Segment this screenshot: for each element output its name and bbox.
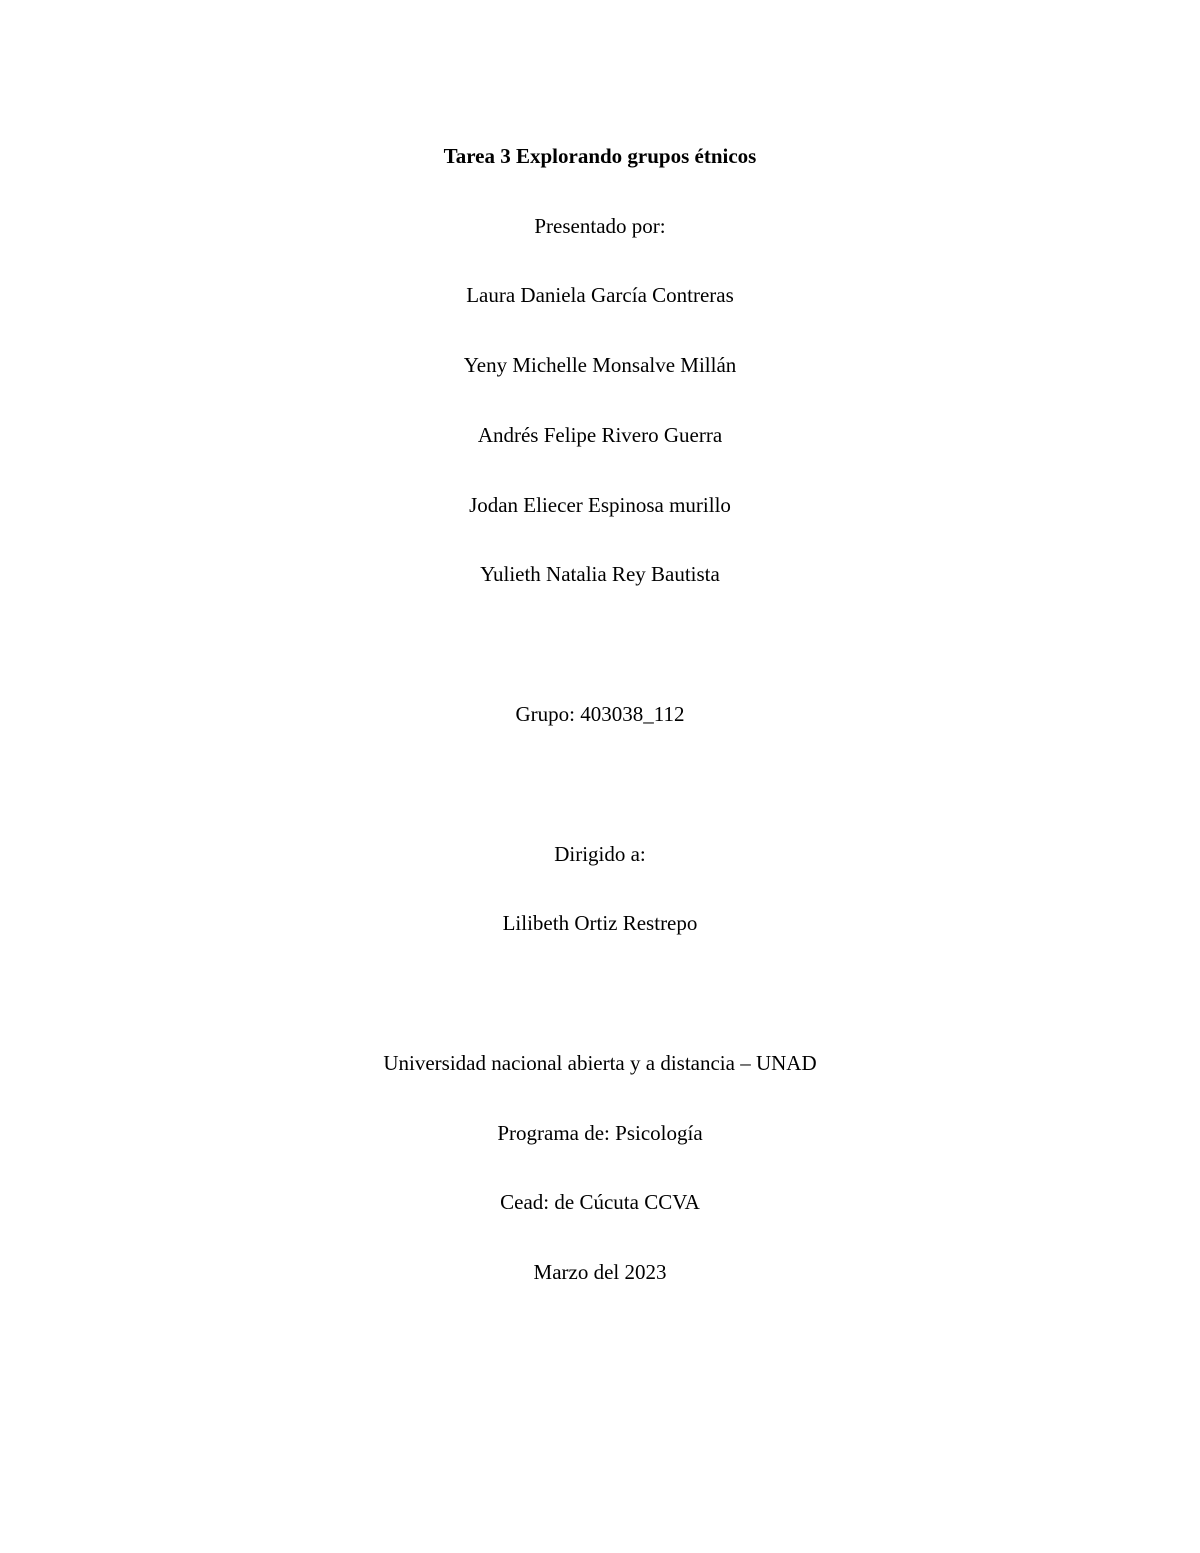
presented-by-label: Presentado por: [534, 214, 666, 238]
university-name: Universidad nacional abierta y a distancia – UNAD [383, 1051, 817, 1075]
cead-name: Cead: de Cúcuta CCVA [500, 1190, 700, 1214]
group-number: Grupo: 403038_112 [515, 702, 685, 726]
program-name: Programa de: Psicología [497, 1121, 703, 1145]
document-title: Tarea 3 Explorando grupos étnicos [443, 144, 757, 168]
tutor-name: Lilibeth Ortiz Restrepo [502, 911, 698, 935]
author-name: Jodan Eliecer Espinosa murillo [469, 493, 731, 517]
author-name: Andrés Felipe Rivero Guerra [477, 423, 723, 447]
author-name: Yeny Michelle Monsalve Millán [463, 353, 737, 377]
author-name: Yulieth Natalia Rey Bautista [480, 562, 720, 586]
document-date: Marzo del 2023 [533, 1260, 667, 1284]
directed-to-label: Dirigido a: [554, 842, 646, 866]
author-name: Laura Daniela García Contreras [466, 283, 734, 307]
